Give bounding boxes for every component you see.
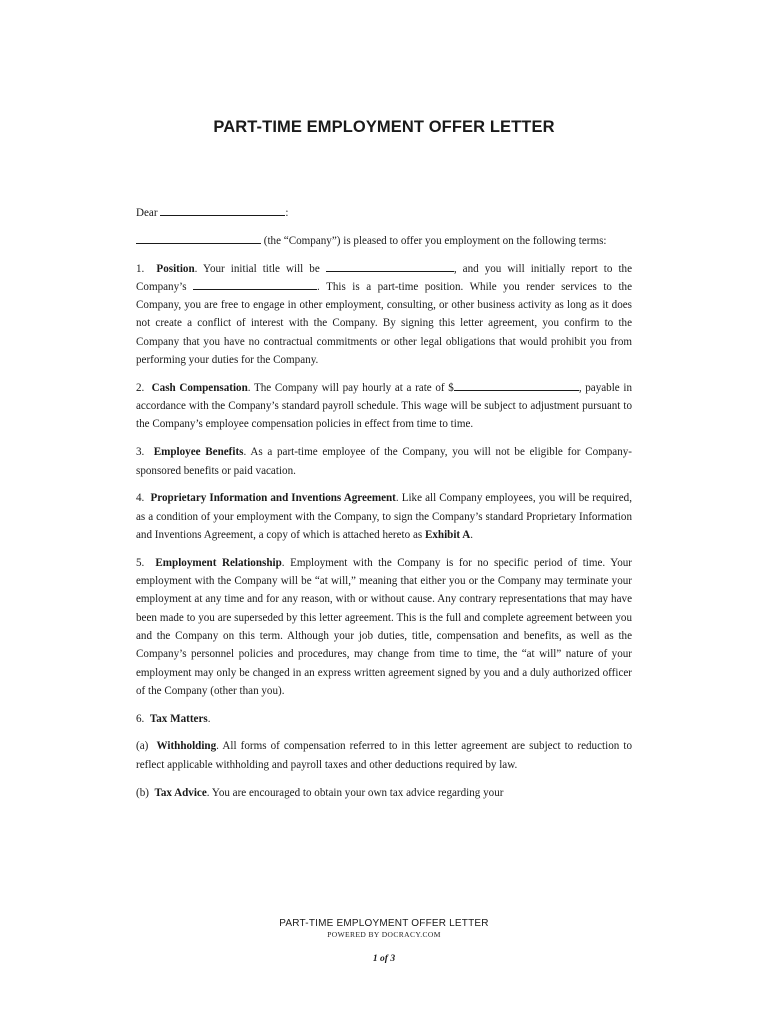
section-text: . The Company will pay hourly at a rate of $ — [247, 381, 454, 394]
section-heading: Cash Compensation — [151, 381, 248, 394]
subsection-text: . You are encouraged to obtain your own tax advice regarding your — [206, 786, 504, 799]
section-position — [136, 260, 632, 370]
section-text: , payable in accordance with the Company’s standard payroll schedule. This wage will be subject to adjustment pursuant to the Company’s employee compensation policies in effect from time to time. — [136, 381, 633, 431]
section-heading: Tax Matters — [149, 712, 208, 725]
intro-text: (the “Company”) is pleased to offer you employment on the following terms: — [261, 234, 607, 247]
section-text: , and you will initially report to the Company’s — [136, 262, 633, 293]
section-employee-benefits — [136, 443, 632, 480]
intro-paragraph — [136, 232, 632, 250]
section-proprietary-information — [136, 489, 632, 544]
report-to-blank — [193, 278, 317, 290]
section-number: 5. — [136, 556, 145, 569]
section-number: 6. — [136, 712, 145, 725]
section-text: . Like all Company employees, you will be required, as a condition of your employment with the Company, to sign the Company’s standard Proprietary Information and Inventions Agreement, a copy of which is attached hereto as — [136, 492, 632, 541]
subsection-heading: Tax Advice — [154, 786, 207, 799]
title-blank — [326, 260, 454, 272]
section-cash-compensation — [136, 379, 632, 434]
subsection-label: (b) — [136, 786, 149, 799]
company-name-blank — [136, 232, 261, 244]
subsection-tax-advice — [136, 784, 632, 802]
section-heading: Employment Relationship — [155, 556, 282, 569]
page-footer — [0, 918, 768, 939]
section-text: . As a part-time employee of the Company, you will not be eligible for Company-sponsored benefits or paid vacation. — [136, 446, 633, 477]
section-text: . This is a part-time position. While you render services to the Company, you are free to engage in other employment, consulting, or other business activity as long as it does not create a conflict of interest with the Company. By signing this letter agreement, you confirm to the Company that you have no contractual commitments or other legal obligations that would prohibit you from performing your duties for the Company. — [136, 280, 632, 367]
section-number: 3. — [136, 446, 145, 459]
salutation-colon: : — [285, 207, 289, 219]
section-text: . — [207, 712, 211, 725]
footer-title: PART-TIME EMPLOYMENT OFFER LETTER — [279, 918, 489, 929]
subsection-withholding — [136, 737, 632, 774]
subsection-text: . All forms of compensation referred to in this letter agreement are subject to reduction to reflect applicable withholding and payroll taxes and other deductions required by law. — [136, 740, 633, 771]
subsection-label: (a) — [136, 740, 149, 753]
section-heading: Employee Benefits — [153, 446, 244, 459]
section-text: . Employment with the Company is for no specific period of time. Your employment with the Company will be “at will,” meaning that either you or the Company may terminate your employment at any time and for any reason, with or without cause. Any contrary representations that may have been made to you are superseded by this letter agreement. This is the full and complete agreement between you and the Company on this term. Although your job duties, title, compensation and benefits, as well as the Company’s personnel policies and procedures, may change from time to time, the “at will” nature of your employment may only be changed in an express written agreement signed by you and a duly authorized officer of the Company (other than you). — [136, 556, 632, 697]
footer-powered-by: POWERED BY DOCRACY.COM — [327, 930, 441, 939]
section-text: . — [470, 528, 474, 541]
recipient-name-blank — [160, 204, 285, 216]
section-heading: Proprietary Information and Inventions Agreement — [150, 492, 396, 505]
exhibit-reference: Exhibit A — [424, 528, 471, 541]
hourly-rate-blank — [454, 379, 579, 391]
subsection-heading: Withholding — [156, 740, 217, 753]
section-number: 1. — [136, 262, 145, 275]
salutation — [136, 204, 632, 222]
salutation-dear: Dear — [136, 207, 158, 219]
document-title: PART-TIME EMPLOYMENT OFFER LETTER — [213, 118, 555, 136]
section-tax-matters — [136, 710, 632, 728]
letter-body — [136, 204, 632, 811]
page-number: 1 of 3 — [372, 954, 396, 964]
section-employment-relationship — [136, 554, 632, 700]
section-number: 2. — [136, 381, 145, 394]
section-number: 4. — [136, 492, 145, 505]
section-text: . Your initial title will be — [194, 262, 326, 275]
section-heading: Position — [156, 262, 195, 275]
